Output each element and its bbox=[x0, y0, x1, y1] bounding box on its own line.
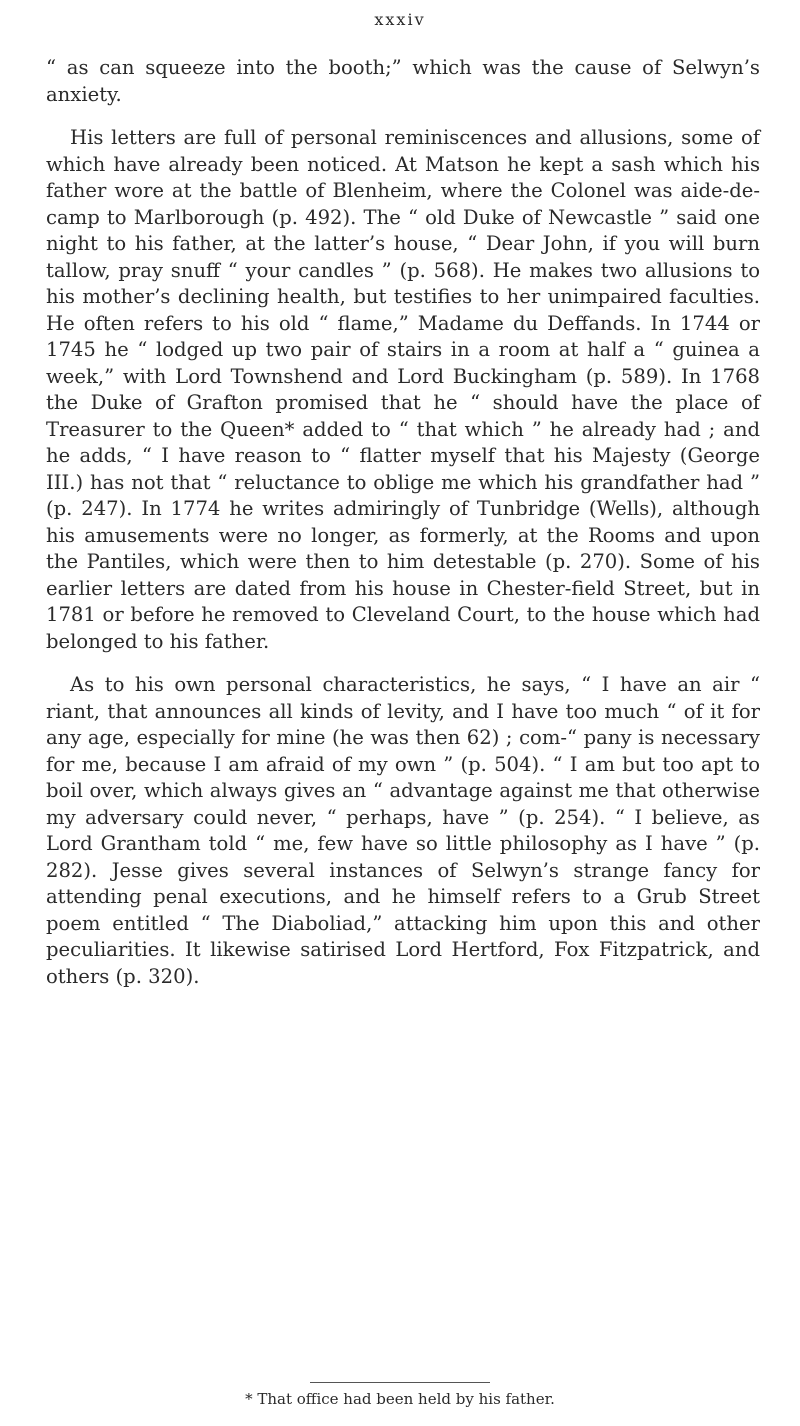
paragraph-3: As to his own personal characteristics, he says, “ I have an air “ riant, that announces all kinds of levity, and I have too much “ of it for any age, especially for mine (he was then 62) ; com-“ pany is necessary for me, because I am afraid of my own ” (p. 504). “ I am but too apt to boil over, which always gives an “ advantage against me that otherwise my adversary could never, “ perhaps, have ” (p. 254). “ I believe, as Lord Grantham told “ me, few have so little philosophy as I have ” (p. 282). Jesse gives several instances of Selwyn’s strange fancy for attending penal executions, and he himself refers to a Grub Street poem entitled “ The Diaboliad,” attacking him upon this and other peculiarities. It likewise satirised Lord Hertford, Fox Fitzpatrick, and others (p. 320). bbox=[46, 673, 760, 988]
paragraph-1: “ as can squeeze into the booth;” which was the cause of Selwyn’s anxiety. bbox=[46, 56, 760, 106]
footnote-divider bbox=[310, 1382, 490, 1383]
paragraph-2: His letters are full of personal reminiscences and allusions, some of which have already been noticed. At Matson he kept a sash which his father wore at the battle of Blenheim, where the Colonel was aide-de-camp to Marlborough (p. 492). The “ old Duke of Newcastle ” said one night to his father, at the latter’s house, “ Dear John, if you will burn tallow, pray snuff “ your candles ” (p. 568). He makes two allusions to his mother’s declining health, but testifies to her unimpaired faculties. He often refers to his old “ flame,” Madame du Deffands. In 1744 or 1745 he “ lodged up two pair of stairs in a room at half a “ guinea a week,” with Lord Townshend and Lord Buckingham (p. 589). In 1768 the Duke of Grafton promised that he “ should have the place of Treasurer to the Queen* added to “ that which ” he already had ; and he adds, “ I have reason to “ flatter myself that his Majesty (George III.) has not that “ reluctance to oblige me which his grandfather had ” (p. 247). In 1774 he writes admiringly of Tunbridge (Wells), although his amusements were no longer, as formerly, at the Rooms and upon the Pantiles, which were then to him detestable (p. 270). Some of his earlier letters are dated from his house in Chester-field Street, but in 1781 or before he removed to Cleveland Court, to the house which had belonged to his father. bbox=[46, 126, 760, 653]
page-number: xxxiv bbox=[374, 10, 426, 29]
footnote: * That office had been held by his father. bbox=[245, 1390, 555, 1408]
body-text bbox=[46, 55, 760, 1007]
